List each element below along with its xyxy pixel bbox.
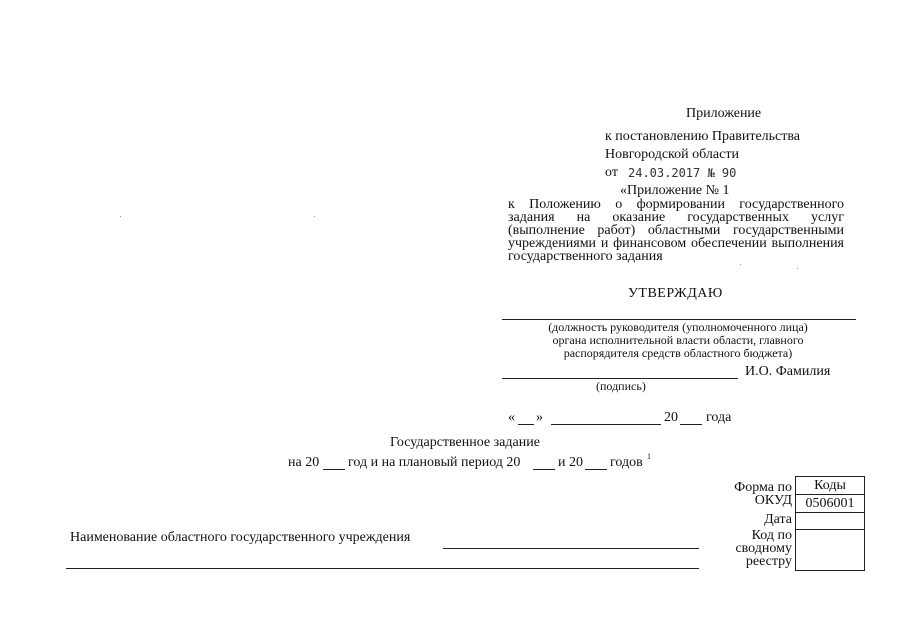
scan-speck — [740, 264, 741, 265]
resolution-date-prefix: от — [605, 165, 618, 180]
period-plan-year-2-line — [585, 469, 607, 470]
signature-caption: (подпись) — [596, 379, 646, 393]
okud-label-line-1: Форма по — [734, 480, 792, 495]
period-part-3: и 20 — [558, 455, 583, 470]
position-caption-line-1: (должность руководителя (уполномоченного лица) — [548, 320, 808, 334]
okud-value: 0506001 — [796, 495, 865, 513]
period-part-2: год и на плановый период 20 — [348, 455, 521, 470]
registry-label-line-3: реестру — [745, 554, 792, 569]
institution-name-line — [443, 548, 699, 549]
date-year-prefix: 20 — [664, 410, 678, 425]
registry-label-line-1: Код по — [751, 528, 792, 543]
task-title: Государственное задание — [390, 435, 540, 450]
date-code-cell — [796, 513, 865, 530]
name-placeholder: И.О. Фамилия — [745, 364, 831, 379]
institution-name-label: Наименование областного государственного учреждения — [70, 530, 411, 545]
registry-label — [706, 529, 792, 568]
registry-code-cell — [796, 530, 865, 571]
date-year-suffix: года — [706, 410, 732, 425]
period-year-line — [323, 469, 345, 470]
period-plan-year-1-line — [533, 469, 555, 470]
date-quote-close: » — [536, 410, 543, 425]
regulation-text: к Положению о формировании государственного задания на оказание государственных услуг (выполнение работ) областными государственными учреждениями и финансовом обеспечении выполнения государственного задания — [508, 197, 844, 264]
date-year-line — [680, 424, 702, 425]
okud-label — [706, 481, 792, 507]
resolution-date-stamp: 24.03.2017 № 90 — [628, 166, 737, 180]
resolution-line-1: к постановлению Правительства — [605, 129, 801, 144]
footnote-mark: 1 — [647, 452, 651, 461]
scan-speck — [797, 268, 798, 269]
okud-label-line-2: ОКУД — [754, 493, 792, 508]
period-part-4: годов — [610, 455, 643, 470]
resolution-line-2: Новгородской области — [605, 147, 739, 162]
registry-label-line-2: сводному — [735, 541, 792, 556]
approve-title: УТВЕРЖДАЮ — [628, 286, 723, 301]
codes-header: Коды — [796, 477, 865, 495]
date-month-line — [551, 424, 661, 425]
appendix-1-label: «Приложение № 1 — [620, 183, 730, 198]
scan-speck — [120, 216, 121, 217]
date-day-line — [518, 424, 534, 425]
appendix-label: Приложение — [686, 106, 762, 121]
date-quote-open: « — [508, 410, 515, 425]
scan-speck — [314, 216, 315, 217]
position-caption-line-2: органа исполнительной власти области, главного — [552, 333, 804, 347]
codes-table — [795, 476, 865, 571]
date-code-label: Дата — [764, 512, 792, 527]
position-caption-line-3: распорядителя средств областного бюджета) — [563, 346, 793, 360]
period-part-1: на 20 — [288, 455, 320, 470]
institution-name-line-2 — [66, 568, 699, 569]
